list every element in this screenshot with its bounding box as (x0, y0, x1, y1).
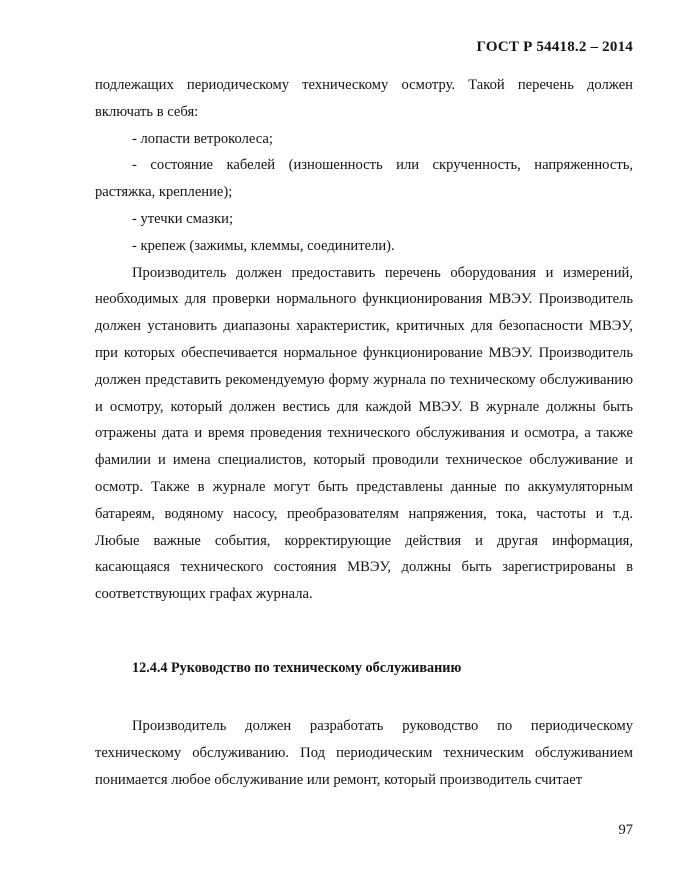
section-heading: 12.4.4 Руководство по техническому обслуживанию (132, 660, 462, 676)
body-text (95, 72, 633, 608)
main-paragraph: Производитель должен предоставить перечень оборудования и измерений, необходимых для проверки нормального функционирования МВЭУ. Производитель должен установить диапазоны характеристик, критичных для безопасности МВЭУ, при которых обеспечивается нормальное функционирование МВЭУ. Производитель должен представить рекомендуемую форму журнала по техническому обслуживанию и осмотру, который должен вестись для каждой МВЭУ. В журнале должны быть отражены дата и время проведения технического обслуживания и осмотра, а также фамилии и имена специалистов, который проводили техническое обслуживание и осмотр. Также в журнале могут быть представлены данные по аккумуляторным батареям, водяному насосу, преобразователям напряжения, тока, частоты и т.д. Любые важные события, корректирующие действия и другая информация, касающаяся технического состояния МВЭУ, должны быть зарегистрированы в соответствующих графах журнала. (95, 264, 633, 603)
standard-header: ГОСТ Р 54418.2 – 2014 (476, 39, 633, 55)
list-item: - лопасти ветроколеса; (132, 130, 273, 147)
page-number: 97 (618, 822, 633, 838)
list-item: - состояние кабелей (изношенность или скрученность, напряженность, растяжка, крепление); (95, 157, 633, 201)
list-item: - утечки смазки; (132, 210, 233, 227)
section-body (95, 713, 633, 793)
list-item: - крепеж (зажимы, клеммы, соединители). (132, 237, 395, 254)
intro-paragraph: подлежащих периодическому техническому осмотру. Такой перечень должен включать в себя: (95, 77, 633, 120)
section-paragraph: Производитель должен разработать руководство по периодическому техническому обслуживанию. Под периодическим техническим обслуживанием понимается любое обслуживание или ремонт, который производитель считает (95, 718, 633, 788)
